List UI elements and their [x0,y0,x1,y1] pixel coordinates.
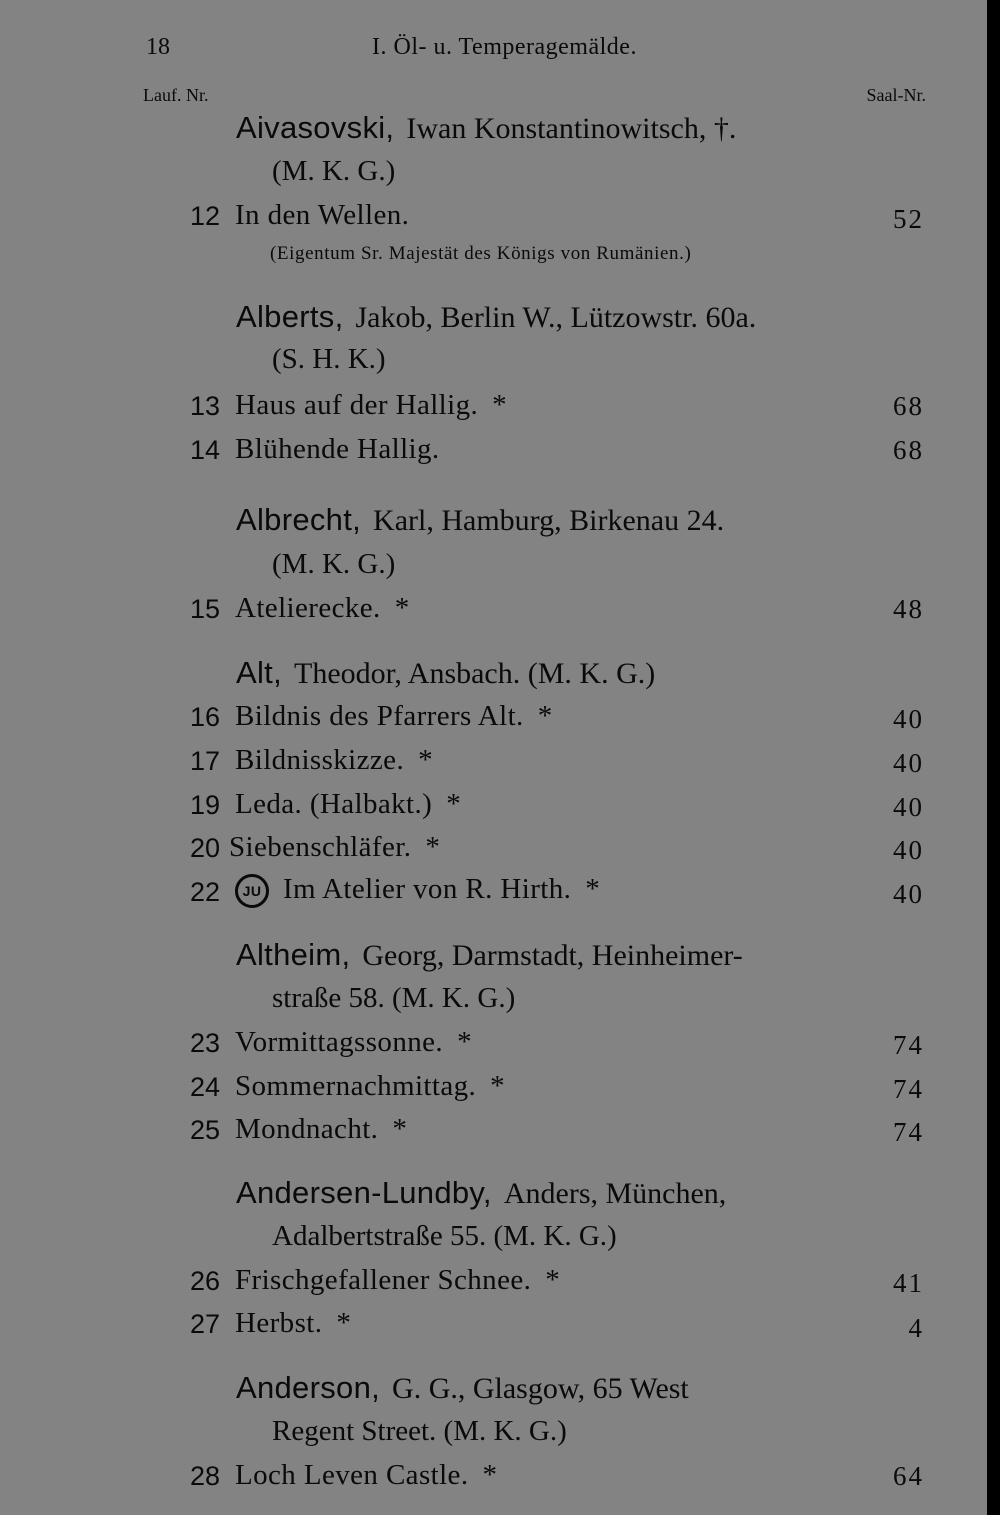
artist-name: Albrecht, [236,502,362,537]
artist-name: Alberts, [236,299,344,334]
column-label-lauf-nr: Lauf. Nr. [143,85,209,105]
catalog-number: 27 [189,1309,220,1339]
artist-affiliation: (M. K. G.) [272,155,396,187]
artist-name: Altheim, [236,937,351,972]
room-number: 52 [893,204,924,234]
catalog-number: 23 [189,1028,220,1058]
artist-heading [236,655,655,692]
room-number: 74 [893,1074,924,1104]
room-number: 40 [893,704,924,734]
page-edge [987,0,1000,1515]
catalog-number: 24 [189,1072,220,1102]
artwork-title: Sommernachmittag. * [235,1070,506,1102]
artist-detail: Karl, Hamburg, Birkenau 24. [373,504,725,537]
ownership-note: (Eigentum Sr. Majestät des Königs von Rumänien.) [270,243,692,264]
artist-affiliation: straße 58. (M. K. G.) [272,982,516,1014]
room-number: 48 [893,594,924,624]
artwork-title: Siebenschläfer. * [229,831,441,863]
artist-detail: Georg, Darmstadt, Heinheimer- [362,939,743,972]
artist-heading [236,1370,689,1407]
artist-detail: Jakob, Berlin W., Lützowstr. 60a. [355,301,757,334]
artist-detail: G. G., Glasgow, 65 West [392,1372,689,1405]
artist-heading [236,937,743,974]
artist-affiliation: (S. H. K.) [272,343,386,375]
room-number: 40 [893,748,924,778]
artist-affiliation: Regent Street. (M. K. G.) [272,1415,567,1447]
artwork-title: Blühende Hallig. [235,433,440,465]
artist-name: Aivasovski, [236,110,395,145]
artwork-title: Mondnacht. * [235,1113,408,1145]
section-title: I. Öl- u. Temperagemälde. [372,34,637,60]
catalog-number: 12 [189,201,220,231]
artwork-title: In den Wellen. [235,199,410,231]
artwork-title: Herbst. * [235,1307,352,1339]
room-number: 4 [908,1313,924,1343]
artist-name: Alt, [236,655,282,690]
catalog-number: 28 [189,1461,220,1491]
artist-affiliation: (M. K. G.) [272,548,396,580]
artist-name: Andersen-Lundby, [236,1175,492,1210]
jugend-monogram-icon: JU [235,874,269,908]
room-number: 40 [893,835,924,865]
artwork-title: Atelierecke. * [235,592,410,624]
artist-heading [236,1175,726,1212]
catalog-number: 22 [189,877,220,907]
artwork-title: Bildnis des Pfarrers Alt. * [235,700,553,732]
catalog-number: 15 [189,594,220,624]
artist-name: Anderson, [236,1370,381,1405]
artwork-title: Vormittagssonne. * [235,1026,472,1058]
artwork-title: JU Im Atelier von R. Hirth. * [235,873,600,908]
catalog-number: 25 [189,1115,220,1145]
room-number: 40 [893,879,924,909]
room-number: 64 [893,1461,924,1491]
catalog-number: 13 [189,391,220,421]
artwork-title: Loch Leven Castle. * [235,1459,498,1491]
artist-detail: Anders, München, [503,1177,727,1210]
room-number: 68 [893,391,924,421]
artist-heading [236,502,724,539]
catalog-number: 14 [189,435,220,465]
artwork-title: Bildnisskizze. * [235,744,434,776]
catalog-number: 26 [189,1266,220,1296]
page-number: 18 [146,34,170,60]
catalog-number: 16 [189,702,220,732]
artwork-title: Haus auf der Hallig. * [235,389,508,421]
catalog-number: 20 [189,833,220,863]
artist-heading [236,299,756,336]
column-label-saal-nr: Saal-Nr. [866,85,926,105]
room-number: 41 [893,1268,924,1298]
catalog-number: 19 [189,790,220,820]
room-number: 74 [893,1117,924,1147]
artwork-title: Frischgefallener Schnee. * [235,1264,561,1296]
artist-detail: Theodor, Ansbach. (M. K. G.) [294,657,656,690]
artist-heading [236,110,736,147]
artist-affiliation: Adalbertstraße 55. (M. K. G.) [272,1220,617,1252]
artist-detail: Iwan Konstantinowitsch, †. [406,112,737,145]
room-number: 68 [893,435,924,465]
catalog-number: 17 [189,746,220,776]
room-number: 40 [893,792,924,822]
room-number: 74 [893,1030,924,1060]
artwork-title: Leda. (Halbakt.) * [235,788,462,820]
